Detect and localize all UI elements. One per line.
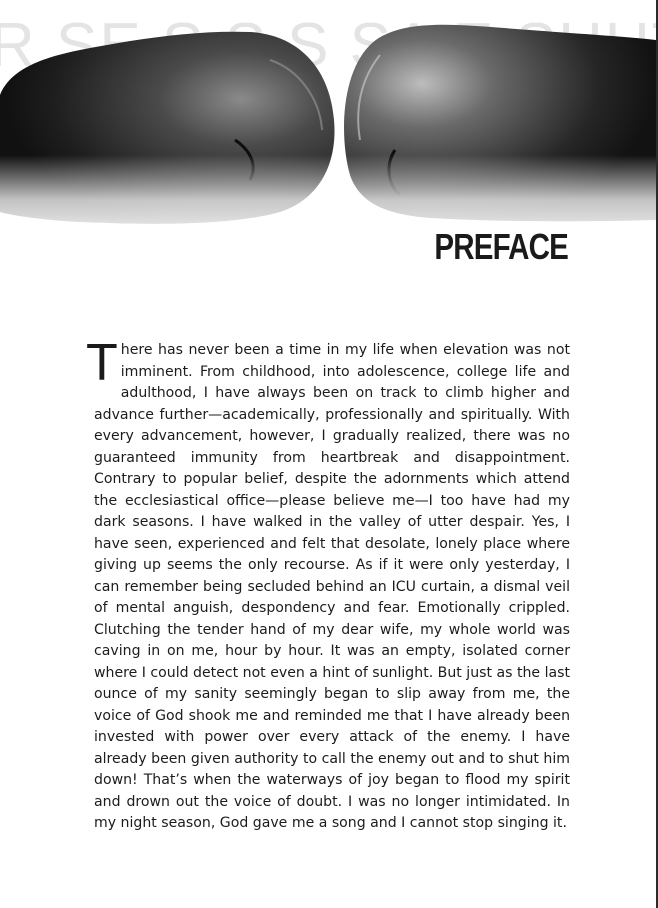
preface-paragraph <box>86 334 570 835</box>
page-title: PREFACE <box>434 226 568 267</box>
boxing-gloves-icon <box>0 0 656 250</box>
hero-image <box>0 0 656 250</box>
drop-cap: T <box>86 334 118 392</box>
preface-body-text: here has never been a time in my life when elevation was not imminent. From childhood, into adolescence, college life and adulthood, I have always been on track to climb higher and advance further—academically, professionally and spiritually. With every advancement, however, I gradually realized, there was no guaranteed immunity from heartbreak and disappointment. Contrary to popular belief, despite the adornments which attend the ecclesiastical office—please believe me—I too have had my dark seasons. I have walked in the valley of utter despair. Yes, I have seen, experienced and felt that desolate, lonely place where giving up seems the only recourse. As if it were only yesterday, I can remember being secluded behind an ICU curtain, a dismal veil of mental anguish, despondency and fear. Emotionally crippled. Clutching the tender hand of my dear wife, my whole world was caving in on me, hour by hour. It was an empty, isolated corner where I could detect not even a hint of sunlight. But just as the last ounce of my sanity seemingly began to slip away from me, the voice of God shook me and reminded me that I have already been invested with power over every attack of the enemy. I have already been given authority to call the enemy out and to shut him down! That’s when the waterways of joy began to flood my spirit and drown out the voice of doubt. I was no longer intimidated. In my night season, God gave me a song and I cannot stop singing it. <box>94 342 570 831</box>
